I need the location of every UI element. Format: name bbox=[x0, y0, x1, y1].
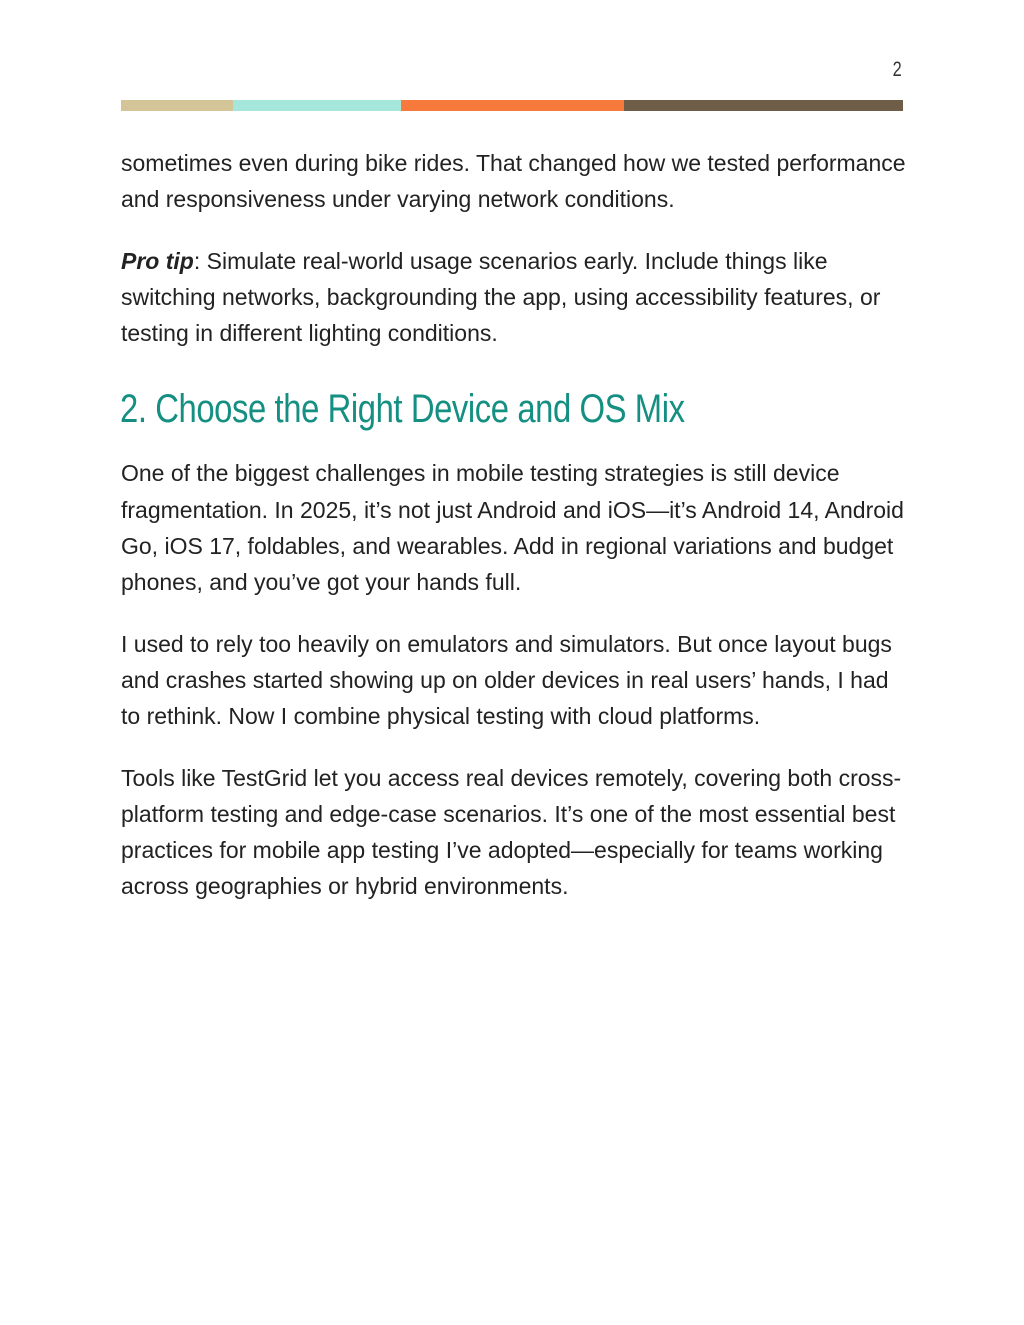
paragraph-emulators: I used to rely too heavily on emulators and simulators. But once layout bugs and crashes started showing up on older devices in real users’ hands, I had to rethink. Now I combine physical testing with cloud platforms. bbox=[121, 630, 892, 730]
document-body bbox=[121, 145, 911, 930]
color-bar-segment-mint bbox=[233, 100, 401, 111]
paragraph-testgrid: Tools like TestGrid let you access real devices remotely, covering both cross-platform testing and edge-case scenarios. It’s one of the most essential best practices for mobile app testing I’ve adopted—especially for teams working across geographies or hybrid environments. bbox=[121, 764, 902, 900]
pro-tip-paragraph bbox=[121, 243, 911, 352]
section-heading: 2. Choose the Right Device and OS Mix bbox=[120, 387, 685, 432]
color-bar-segment-orange bbox=[401, 100, 624, 111]
color-bar-segment-brown bbox=[624, 100, 903, 111]
decorative-color-bar bbox=[121, 100, 903, 111]
pro-tip-label: Pro tip bbox=[121, 247, 194, 274]
page-number: 2 bbox=[892, 58, 902, 81]
pro-tip-text: : Simulate real-world usage scenarios early. Include things like switching networks, backgrounding the app, using accessibility features, or testing in different lighting conditions. bbox=[121, 247, 881, 347]
color-bar-segment-beige bbox=[121, 100, 233, 111]
paragraph-network-conditions: sometimes even during bike rides. That changed how we tested performance and responsiveness under varying network conditions. bbox=[121, 150, 906, 213]
paragraph-device-fragmentation: One of the biggest challenges in mobile testing strategies is still device fragmentation. In 2025, it’s not just Android and iOS—it’s Android 14, Android Go, iOS 17, foldables, and wearables. Add in regional variations and budget phones, and you’ve got your hands full. bbox=[121, 460, 904, 596]
